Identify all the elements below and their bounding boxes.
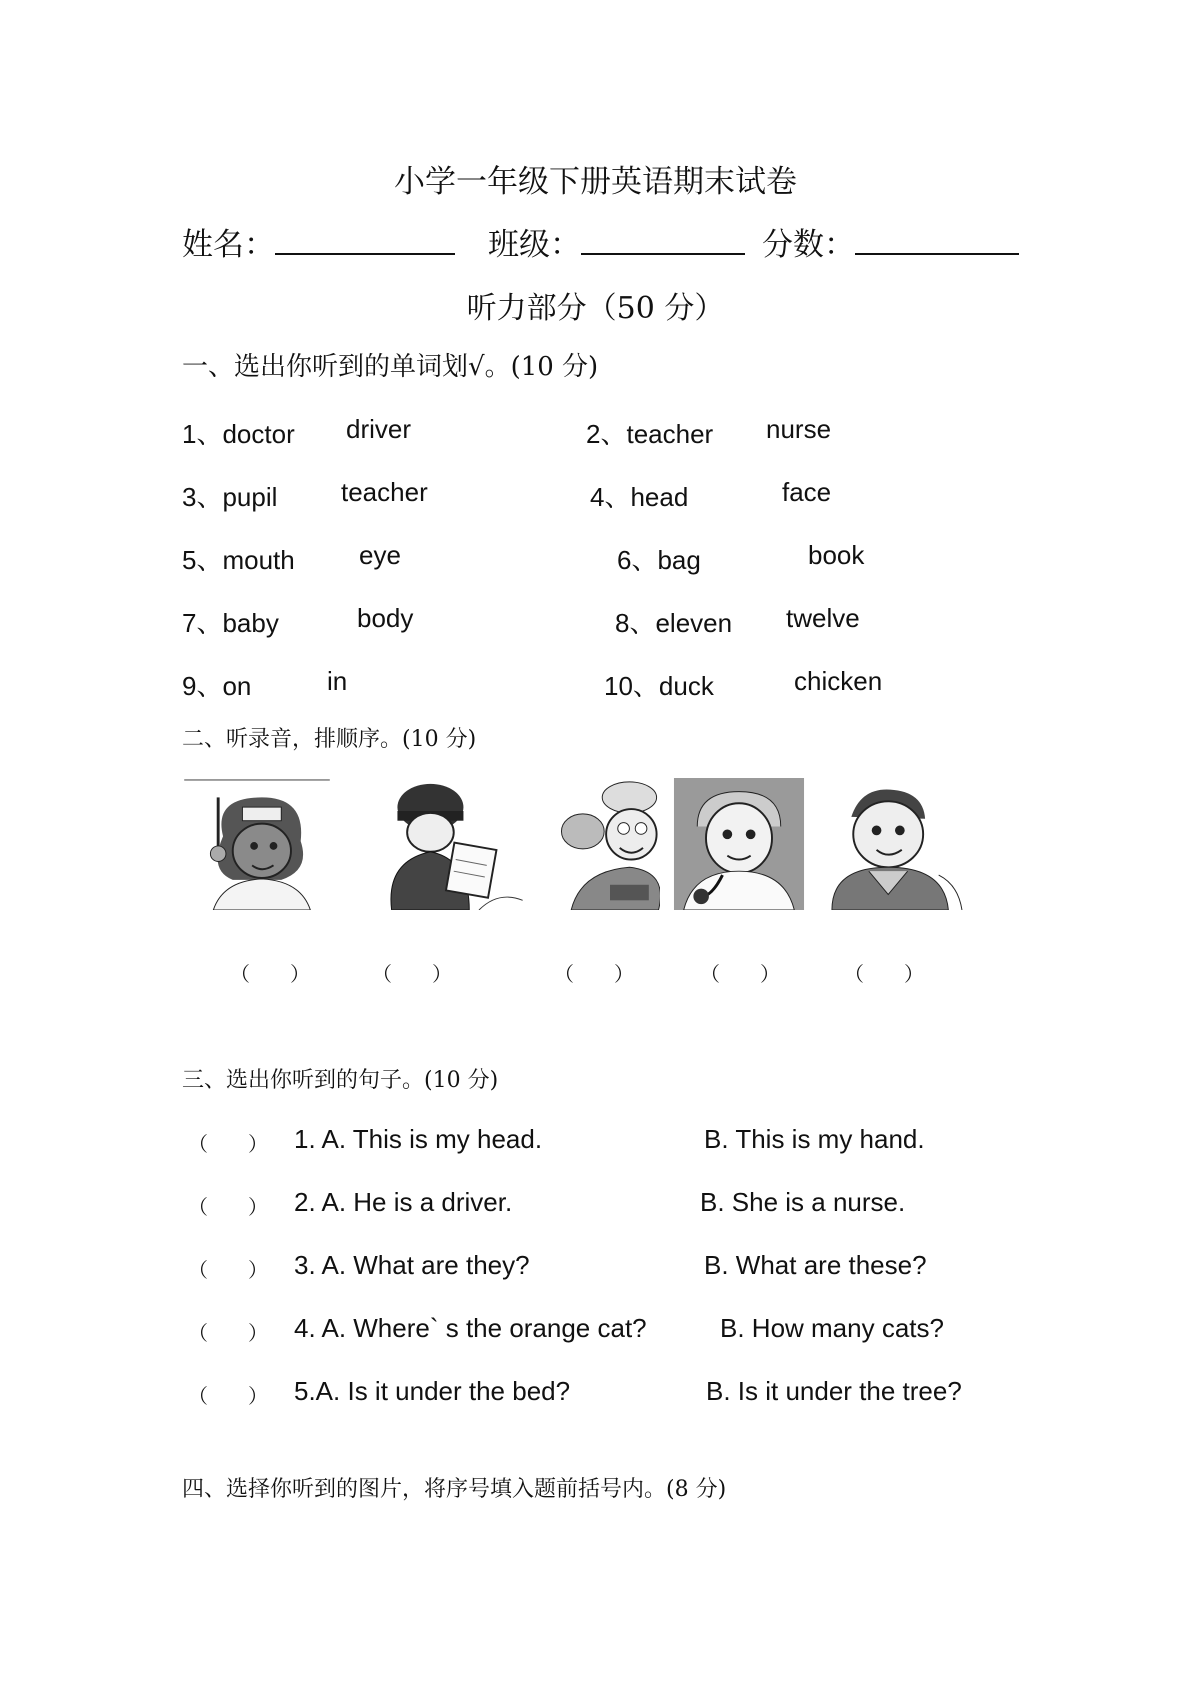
- section3-heading: 三、选出你听到的句子。(10 分): [182, 1068, 499, 1093]
- page-title: 小学一年级下册英语期末试卷: [394, 164, 797, 200]
- class-blank[interactable]: [581, 225, 745, 255]
- item-number: 7、: [182, 608, 223, 638]
- s1-item-1: [182, 414, 295, 451]
- sentence-answer-3[interactable]: （ ）: [188, 1258, 268, 1282]
- sentence-option-a: 1. A. This is my head.: [294, 1124, 543, 1154]
- word-option-b[interactable]: nurse: [766, 414, 832, 444]
- word-option-b[interactable]: teacher: [341, 477, 428, 507]
- item-number: 2、: [586, 419, 627, 449]
- word-option-b[interactable]: book: [808, 540, 865, 570]
- sentence-answer-2[interactable]: （ ）: [188, 1195, 268, 1219]
- word-option-a[interactable]: duck: [658, 671, 714, 701]
- word-option-b[interactable]: in: [327, 666, 348, 696]
- s1-item-2: [586, 414, 713, 451]
- sentence-answer-5[interactable]: （ ）: [188, 1384, 268, 1408]
- s1-item-10: [604, 666, 714, 703]
- listening-part-title: 听力部分（50 分）: [466, 291, 725, 326]
- order-answer-1[interactable]: （ ）: [230, 962, 310, 986]
- word-option-b[interactable]: face: [782, 477, 832, 507]
- sentence-option-b: B. What are these?: [704, 1250, 927, 1280]
- s1-item-6: [617, 540, 701, 577]
- word-option-a[interactable]: pupil: [222, 482, 278, 512]
- s1-item-8: [615, 603, 732, 640]
- name-blank[interactable]: [275, 225, 455, 255]
- word-option-a[interactable]: teacher: [626, 419, 714, 449]
- item-number: 4、: [590, 482, 631, 512]
- order-answer-3[interactable]: （ ）: [554, 962, 634, 986]
- name-label: 姓名：: [182, 227, 275, 263]
- sentence-option-a: 3. A. What are they?: [294, 1250, 530, 1280]
- name-field: [182, 219, 455, 264]
- sentence-answer-4[interactable]: （ ）: [188, 1321, 268, 1345]
- doctor-picture: [672, 778, 806, 910]
- nurse-picture: [182, 778, 332, 910]
- word-option-a[interactable]: mouth: [222, 545, 295, 575]
- item-number: 3、: [182, 482, 223, 512]
- item-number: 5、: [182, 545, 223, 575]
- word-option-b[interactable]: twelve: [786, 603, 860, 633]
- word-option-a[interactable]: on: [222, 671, 252, 701]
- sentence-option-b: B. Is it under the tree?: [706, 1376, 962, 1406]
- sentence-option-a: 4. A. Where` s the orange cat?: [294, 1313, 647, 1343]
- s1-item-4: [590, 477, 688, 514]
- word-option-b[interactable]: body: [357, 603, 414, 633]
- sentence-option-a: 5.A. Is it under the bed?: [294, 1376, 571, 1406]
- police-officer-picture: [360, 778, 530, 910]
- pupil-picture: [820, 778, 970, 910]
- item-number: 10、: [604, 671, 659, 701]
- item-number: 6、: [617, 545, 658, 575]
- word-option-a[interactable]: head: [630, 482, 689, 512]
- word-option-b[interactable]: driver: [346, 414, 412, 444]
- s1-item-3: [182, 477, 277, 514]
- item-number: 9、: [182, 671, 223, 701]
- cook-picture: [560, 778, 660, 910]
- sentence-answer-1[interactable]: （ ）: [188, 1132, 268, 1156]
- section2-heading: 二、听录音，排顺序。(10 分): [182, 727, 477, 752]
- score-field: [762, 219, 1019, 264]
- word-option-a[interactable]: eleven: [655, 608, 733, 638]
- score-blank[interactable]: [855, 225, 1019, 255]
- class-label: 班级：: [488, 227, 581, 263]
- word-option-b[interactable]: chicken: [794, 666, 883, 696]
- s1-item-9: [182, 666, 251, 703]
- word-option-a[interactable]: baby: [222, 608, 279, 638]
- s1-item-7: [182, 603, 279, 640]
- order-answer-5[interactable]: （ ）: [844, 962, 924, 986]
- section4-heading: 四、选择你听到的图片，将序号填入题前括号内。(8 分): [182, 1477, 727, 1502]
- score-label: 分数：: [762, 227, 855, 263]
- sentence-option-a: 2. A. He is a driver.: [294, 1187, 513, 1217]
- word-option-a[interactable]: doctor: [222, 419, 295, 449]
- section1-heading: 一、选出你听到的单词划√。(10 分): [182, 352, 599, 382]
- s1-item-5: [182, 540, 295, 577]
- item-number: 8、: [615, 608, 656, 638]
- order-answer-4[interactable]: （ ）: [700, 962, 780, 986]
- word-option-a[interactable]: bag: [657, 545, 701, 575]
- sentence-option-b: B. How many cats?: [720, 1313, 944, 1343]
- order-answer-2[interactable]: （ ）: [372, 962, 452, 986]
- word-option-b[interactable]: eye: [359, 540, 401, 570]
- item-number: 1、: [182, 419, 223, 449]
- sentence-option-b: B. She is a nurse.: [700, 1187, 906, 1217]
- class-field: [488, 219, 745, 264]
- sentence-option-b: B. This is my hand.: [704, 1124, 925, 1154]
